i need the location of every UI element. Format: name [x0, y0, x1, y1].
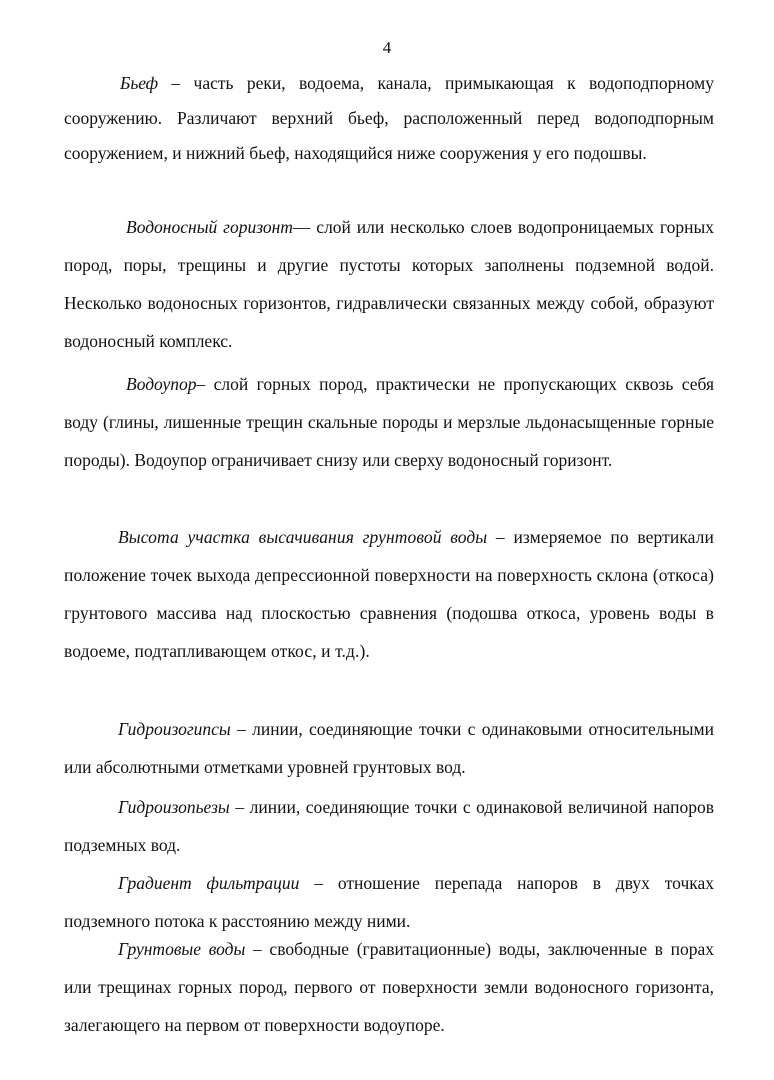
glossary-entry-bief [64, 66, 714, 171]
definition-hydroisopiezes: линии, соединяющие точки с одинаковой величиной напоров подземных вод. [64, 797, 715, 855]
glossary-entry-seepage-height [64, 518, 714, 670]
glossary-entry-hydroisohypses [64, 710, 714, 786]
definition-bief: часть реки, водоема, канала, примыкающая к водоподпорному сооружению. Различают верхний бьеф, расположенный перед водоподпорным сооружением, и нижний бьеф, находящийся ниже сооружения у его подошвы. [64, 73, 714, 163]
dash: – [487, 527, 514, 547]
term-aquiclude: Водоупор [126, 374, 197, 394]
term-seepage-height: Высота участка высачивания грунтовой воды [118, 527, 488, 547]
dash: – [229, 797, 250, 817]
dash: – [299, 873, 338, 893]
term-aquifer: Водоносный горизонт [126, 217, 293, 237]
glossary-entry-hydroisopiezes [64, 788, 714, 864]
definition-aquifer: слой или несколько слоев водопроницаемых горных пород, поры, трещины и другие пустоты которых заполнены подземной водой. Несколько водоносных горизонтов, гидравлически связанных между собой, образуют водоносный комплекс. [64, 217, 715, 351]
glossary-entry-groundwater [64, 930, 714, 1044]
term-hydroisopiezes: Гидроизопьезы [118, 797, 230, 817]
dash: – [158, 73, 194, 93]
dash: – [230, 719, 253, 739]
dash: – [196, 374, 214, 394]
dash: — [292, 217, 317, 237]
term-filtration-gradient: Градиент фильтрации [118, 873, 300, 893]
definition-groundwater: свободные (гравитационные) воды, заключенные в порах или трещинах горных пород, первого от поверхности земли водоносного горизонта, залегающего на первом от поверхности водоупоре. [64, 939, 714, 1035]
glossary-entry-aquiclude [64, 365, 714, 479]
glossary-entry-aquifer [64, 208, 714, 360]
dash: – [245, 939, 270, 959]
definition-aquiclude: слой горных пород, практически не пропускающих сквозь себя воду (глины, лишенные трещин скальные породы и мерзлые льдонасыщенные горные породы). Водоупор ограничивает снизу или сверху водоносный горизонт. [64, 374, 714, 470]
term-hydroisohypses: Гидроизогипсы [118, 719, 231, 739]
definition-seepage-height: измеряемое по вертикали положение точек выхода депрессионной поверхности на поверхность склона (откоса) грунтового массива над плоскостью сравнения (подошва откоса, уровень воды в водоеме, подтапливающем откос, и т.д.). [64, 527, 714, 661]
term-groundwater: Грунтовые воды [118, 939, 246, 959]
page-number: 4 [382, 38, 392, 57]
definition-filtration-gradient: отношение перепада напоров в двух точках подземного потока к расстоянию между ними. [64, 873, 714, 931]
definition-hydroisohypses: линии, соединяющие точки с одинаковыми относительными или абсолютными отметками уровней грунтовых вод. [64, 719, 715, 777]
term-bief: Бьеф [120, 73, 159, 93]
glossary-entry-filtration-gradient [64, 864, 714, 940]
